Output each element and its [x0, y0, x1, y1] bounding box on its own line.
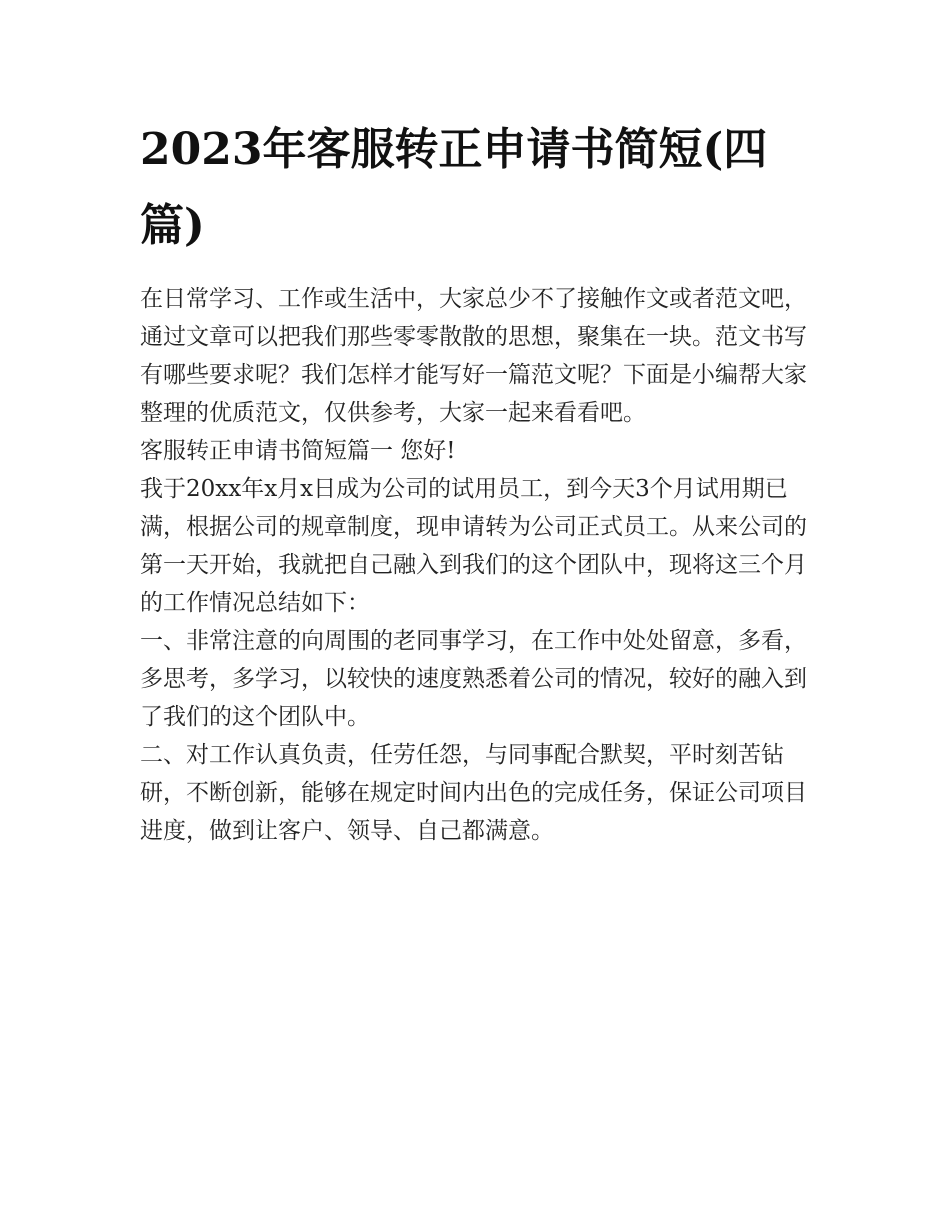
- document-content: [140, 112, 820, 850]
- application-paragraph: 我于20xx年x月x日成为公司的试用员工，到今天3个月试用期已满，根据公司的规章制度，现申请转为公司正式员工。从来公司的第一天开始，我就把自己融入到我们的这个团队中，现将这三个月的工作情况总结如下：: [140, 476, 807, 616]
- summary-point-1: 一、非常注意的向周围的老同事学习，在工作中处处留意，多看，多思考，多学习，以较快的速度熟悉着公司的情况，较好的融入到了我们的这个团队中。: [140, 628, 807, 730]
- summary-point-2: 二、对工作认真负责，任劳任怨，与同事配合默契，平时刻苦钻研，不断创新，能够在规定时间内出色的完成任务，保证公司项目进度，做到让客户、领导、自己都满意。: [140, 742, 807, 844]
- document-title: 2023年客服转正申请书简短(四篇): [140, 124, 768, 251]
- document-body: [140, 280, 820, 850]
- intro-paragraph: 在日常学习、工作或生活中，大家总少不了接触作文或者范文吧，通过文章可以把我们那些零零散散的思想，聚集在一块。范文书写有哪些要求呢？我们怎样才能写好一篇范文呢？下面是小编帮大家整理的优质范文，仅供参考，大家一起来看看吧。: [140, 286, 807, 426]
- section-heading-paragraph: 客服转正申请书简短篇一 您好!: [140, 438, 456, 464]
